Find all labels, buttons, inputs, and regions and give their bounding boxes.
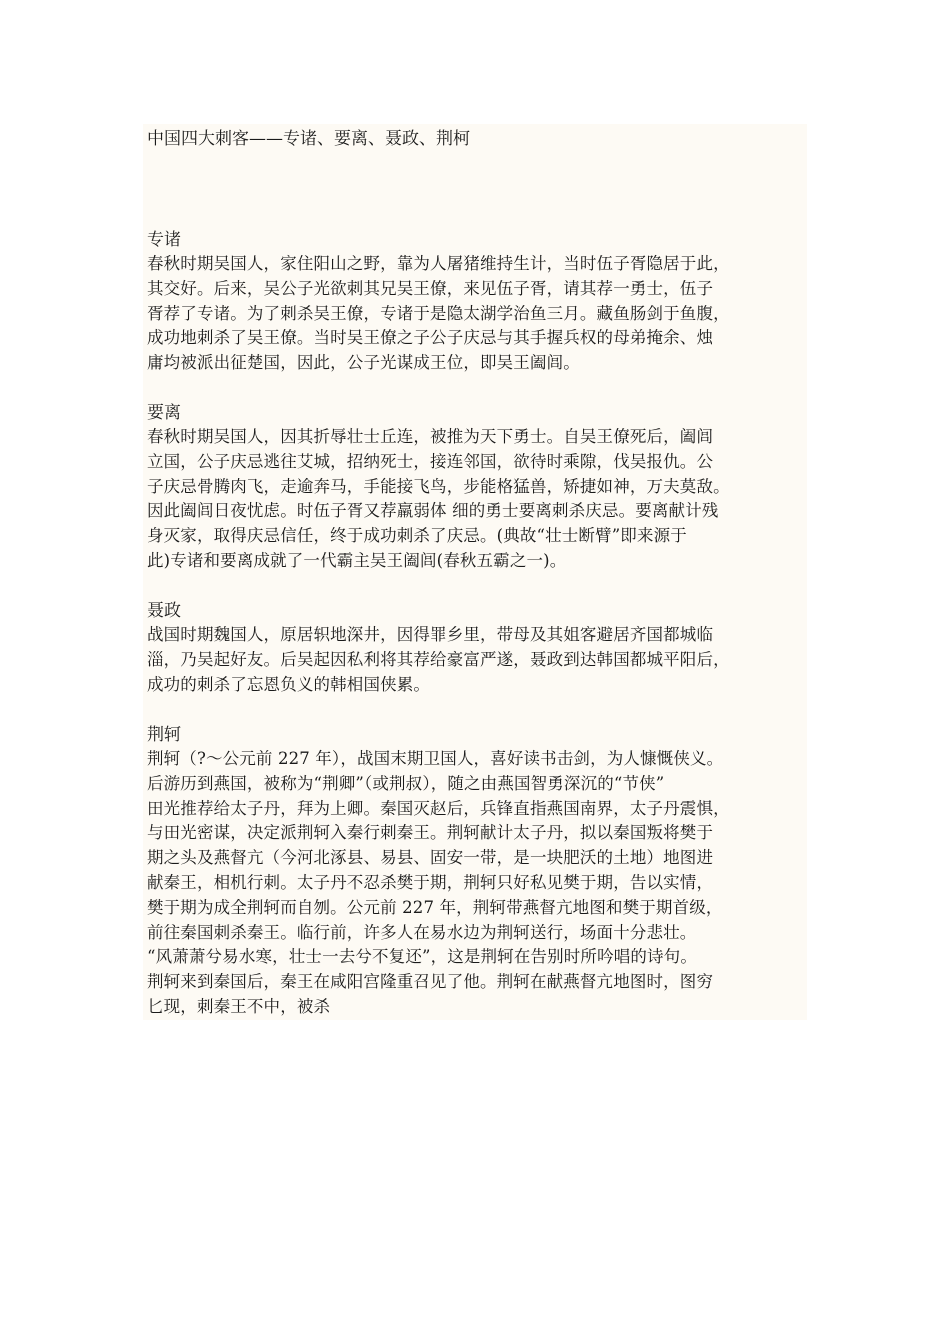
section-body [147,425,807,574]
text-line: 春秋时期吴国人，家住阳山之野，靠为人屠猪维持生计，当时伍子胥隐居于此， [147,254,730,273]
section-heading: 要离 [147,403,181,423]
section-body [147,252,807,376]
text-line: “风萧萧兮易水寒，壮士一去兮不复还”，这是荆轲在告别时所吟唱的诗句。 [147,947,697,967]
text-line: 樊于期为成全荆轲而自刎。公元前 227 年，荆轲带燕督亢地图和樊于期首级， [147,897,723,917]
text-line: 成功的刺杀了忘恩负义的韩相国侠累。 [147,674,431,694]
section-zhuanzhu [147,228,807,376]
text-line: 前往秦国刺杀秦王。临行前，许多人在易水边为荆轲送行，场面十分悲壮。 [147,922,697,942]
section-heading: 聂政 [147,601,181,621]
text-line: 庸均被派出征楚国，因此，公子光谋成王位，即吴王阖闾。 [147,353,580,373]
section-body [147,747,807,1020]
section-heading: 荆轲 [147,725,181,745]
text-line: 与田光密谋，决定派荆轲入秦行刺秦王。荆轲献计太子丹，拟以秦国叛将樊于 [147,823,714,843]
text-line: 期之头及燕督亢（今河北涿县、易县、固安一带，是一块肥沃的土地）地图进 [147,848,714,868]
text-line: 战国时期魏国人，原居轵地深井，因得罪乡里，带母及其姐客避居齐国都城临 [147,625,714,644]
text-line: 淄，乃吴起好友。后吴起因私利将其荐给豪富严遂，聂政到达韩国都城平阳后， [147,649,730,669]
text-line: 匕现，刺秦王不中，被杀 [147,996,331,1016]
text-line: 献秦王，相机行刺。太子丹不忍杀樊于期，荆轲只好私见樊于期，告以实情， [147,872,714,892]
text-line: 荆轲（?～公元前 227 年），战国末期卫国人，喜好读书击剑，为人慷慨侠义。 [147,749,724,768]
text-line: 春秋时期吴国人，因其折辱壮士丘连，被推为天下勇士。自吴王僚死后，阖闾 [147,427,714,446]
section-body [147,623,807,697]
text-line: 此)专诸和要离成就了一代霸主吴王阖闾(春秋五霸之一)。 [147,550,567,570]
text-line: 身灭家，取得庆忌信任，终于成功刺杀了庆忌。(典故“壮士断臂”即来源于 [147,526,687,546]
text-line: 田光推荐给太子丹，拜为上卿。秦国灭赵后，兵锋直指燕国南界，太子丹震惧， [147,798,730,818]
text-line: 胥荐了专诸。为了刺杀吴王僚，专诸于是隐太湖学治鱼三月。藏鱼肠剑于鱼腹， [147,303,730,323]
text-line: 子庆忌骨腾肉飞，走逾奔马，手能接飞鸟，步能格猛兽，矫捷如神，万夫莫敌。 [147,476,730,496]
text-line: 后游历到燕国，被称为“荆卿”（或荆叔），随之由燕国智勇深沉的“节侠” [147,773,665,793]
section-jingke [147,723,807,1020]
text-line: 其交好。后来，吴公子光欲刺其兄吴王僚，来见伍子胥，请其荐一勇士，伍子 [147,278,714,298]
section-heading: 专诸 [147,230,181,250]
text-line: 荆轲来到秦国后，秦王在咸阳宫隆重召见了他。荆轲在献燕督亢地图时，图穷 [147,972,714,992]
section-yaoli [147,401,807,574]
text-line: 立国，公子庆忌逃往艾城，招纳死士，接连邻国，欲待时乘隙，伐吴报仇。公 [147,451,714,471]
page-title: 中国四大刺客——专诸、要离、聂政、荆柯 [147,129,470,149]
section-niezheng [147,599,807,697]
text-line: 成功地刺杀了吴王僚。当时吴王僚之子公子庆忌与其手握兵权的母弟掩余、烛 [147,328,714,348]
text-line: 因此阖闾日夜忧虑。时伍子胥又荐羸弱体 细的勇士要离刺杀庆忌。要离献计残 [147,501,719,521]
